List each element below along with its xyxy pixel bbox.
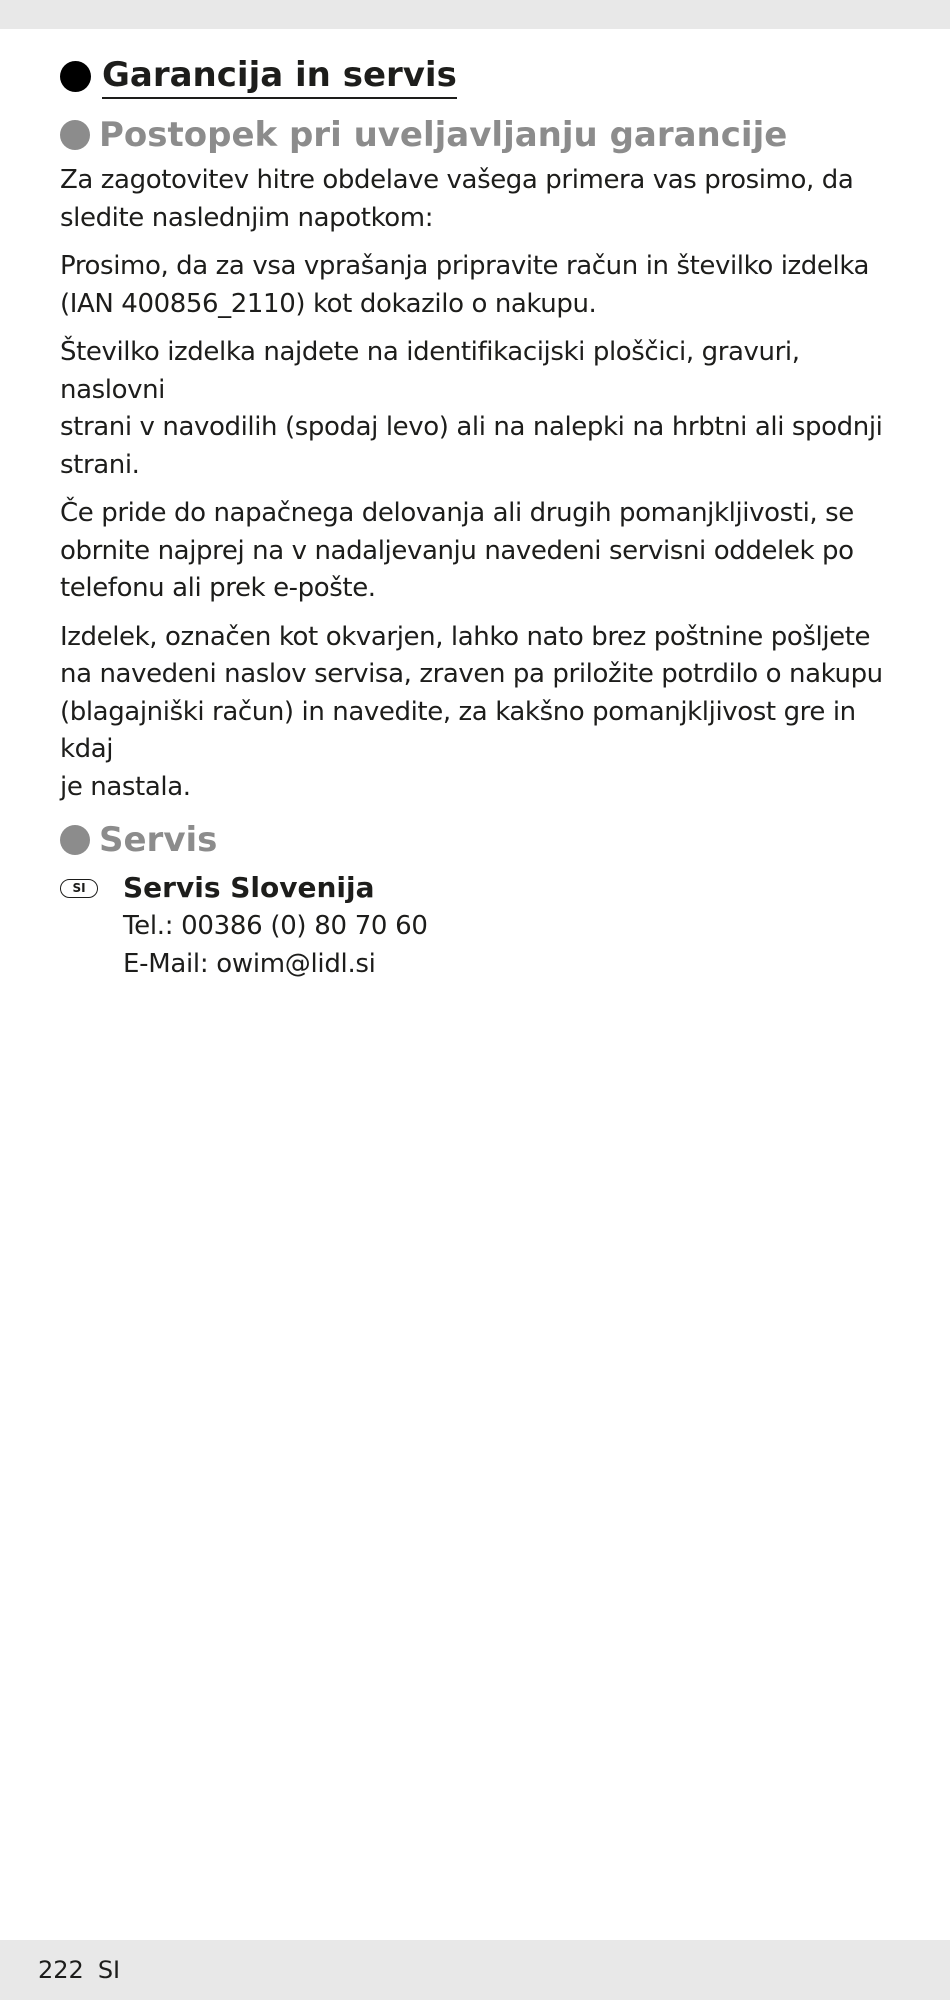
subheading-warranty-procedure (60, 112, 890, 158)
page-content (60, 52, 890, 983)
page-footer (38, 1951, 134, 1989)
service-contact (60, 869, 890, 983)
subheading-service (60, 817, 890, 863)
service-name: Servis Slovenija (123, 871, 375, 904)
subheading-title: Postopek pri uveljavljanju garancije (99, 115, 788, 155)
service-details (123, 869, 428, 983)
footer-language: SI (97, 1956, 121, 1984)
country-badge: SI (60, 879, 98, 898)
service-email: E-Mail: owim@lidl.si (123, 949, 376, 979)
paragraph-product-number: Številko izdelka najdete na identifikacijski ploščici, gravuri, naslovni strani v navodilih (spodaj levo) ali na nalepki na hrbtni ali spodnji strani. (60, 337, 883, 480)
subheading-title: Servis (99, 820, 218, 860)
page-title: Garancija in servis (102, 54, 457, 99)
paragraph-intro: Za zagotovitev hitre obdelave vašega primera vas prosimo, da sledite naslednjim napotkom: (60, 165, 854, 233)
top-margin-strip (0, 0, 950, 29)
paragraph-contact-service: Če pride do napačnega delovanja ali drugih pomanjkljivosti, se obrnite najprej na v nadaljevanju navedeni servisni oddelek po telefonu ali prek e-pošte. (60, 498, 854, 603)
gray-bullet-icon (60, 120, 90, 150)
paragraph-send-product: Izdelek, označen kot okvarjen, lahko nato brez poštnine pošljete na navedeni naslov servisa, zraven pa priložite potrdilo o nakupu (blagajniški račun) in navedite, za kakšno pomanjkljivost gre in kdaj je nastala. (60, 621, 883, 802)
footer-strip (0, 1940, 950, 2000)
page-number: 222 (38, 1956, 84, 1984)
gray-bullet-icon (60, 825, 90, 855)
black-bullet-icon (60, 61, 91, 92)
section-heading-warranty (60, 52, 890, 100)
paragraph-receipt: Prosimo, da za vsa vprašanja pripravite račun in številko izdelka (IAN 400856_2110) kot dokazilo o nakupu. (60, 251, 870, 319)
service-phone: Tel.: 00386 (0) 80 70 60 (123, 911, 428, 941)
